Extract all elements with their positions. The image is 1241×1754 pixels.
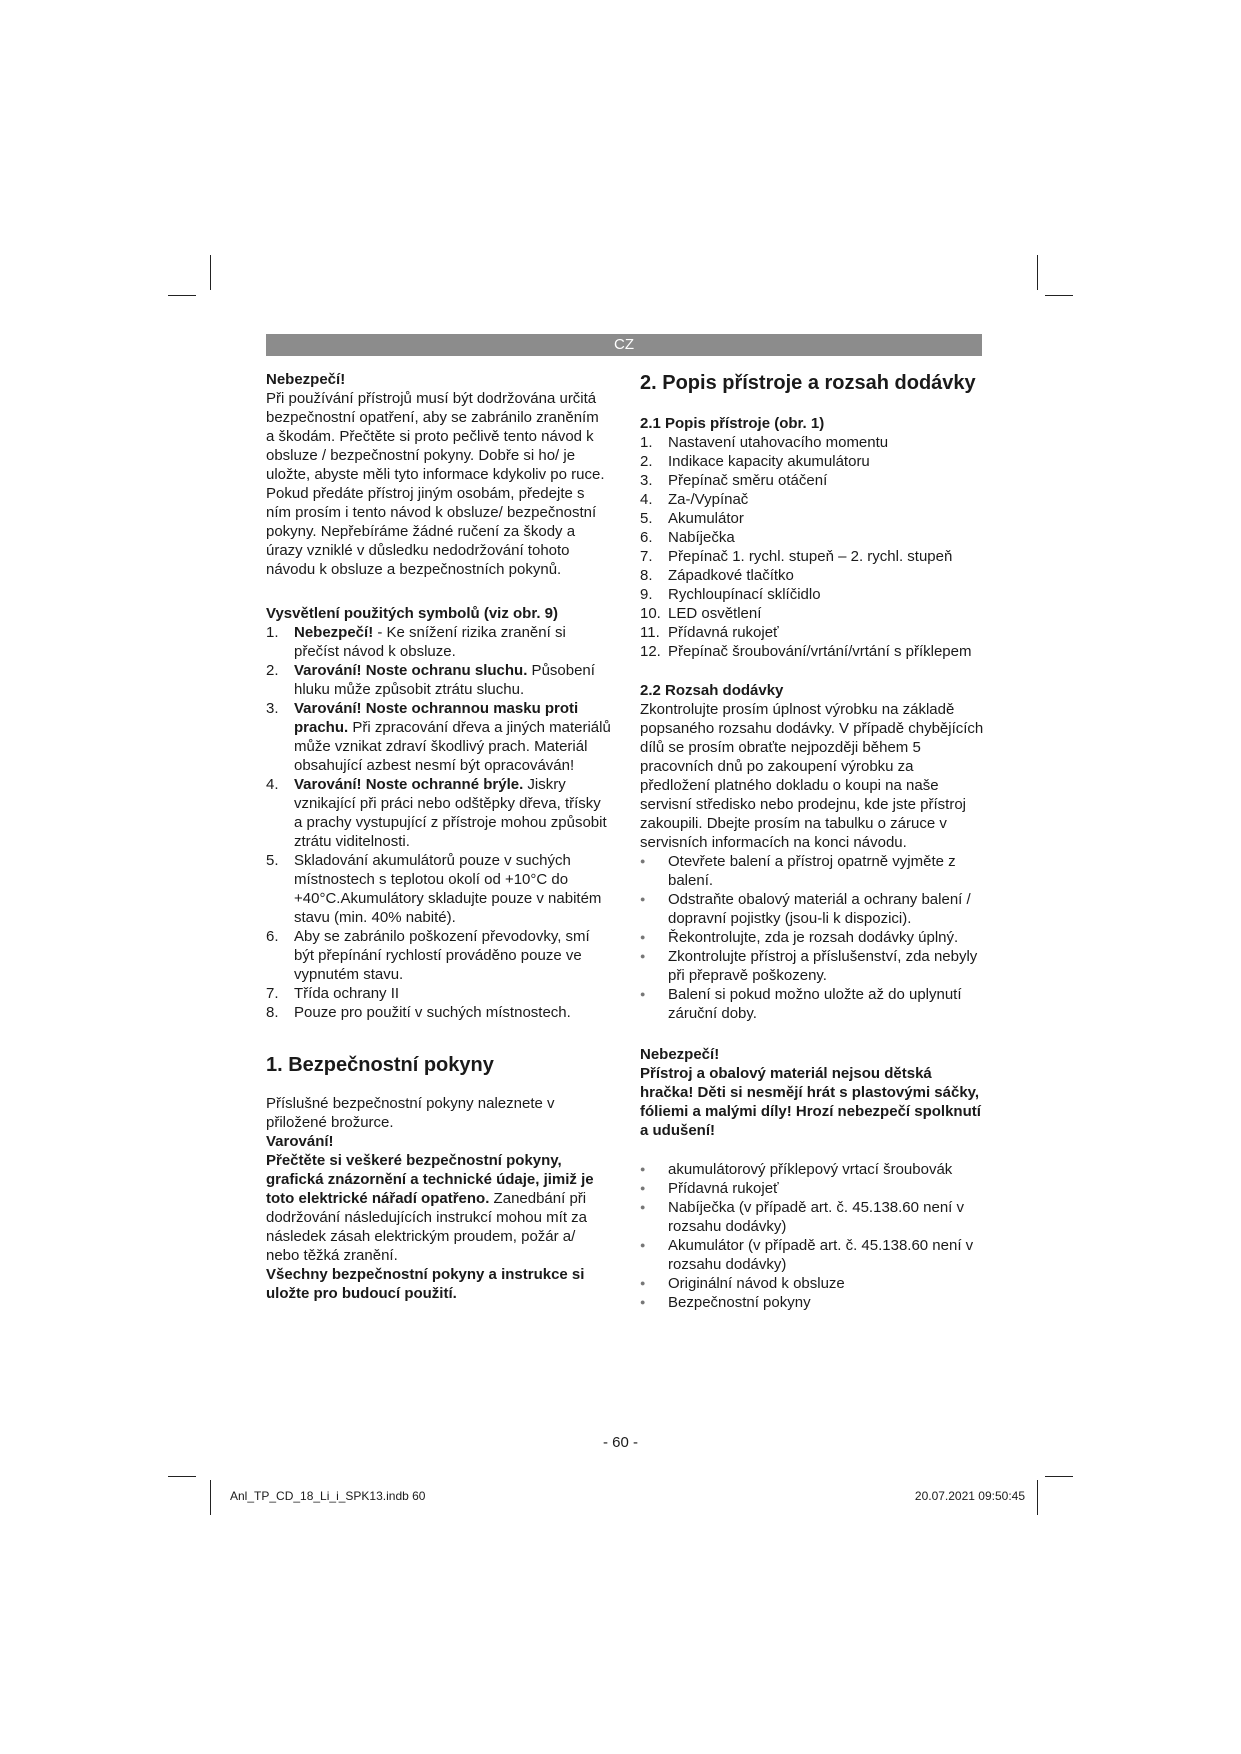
- list-item: 4. Varování! Noste ochranné brýle. Jiskry vznikající při práci nebo odštěpky dřeva, třísky a prachy vystupující z přístroje mohou způsobit ztrátu viditelnosti.: [266, 776, 607, 850]
- keep-instructions: Všechny bezpečnostní pokyny a instrukce si uložte pro budoucí použití.: [266, 1266, 585, 1302]
- warning-title: Varování!: [266, 1133, 334, 1150]
- list-item: ● Řekontrolujte, zda je rozsah dodávky úplný.: [640, 928, 985, 947]
- page-number: - 60 -: [602, 1434, 638, 1451]
- list-item: 6. Aby se zabránilo poškození převodovky, smí být přepínání rychlostí prováděno pouze ve vypnutém stavu.: [266, 928, 590, 983]
- list-item: 1. Nastavení utahovacího momentu: [640, 434, 889, 451]
- subsection-2-1-heading: 2.1 Popis přístroje (obr. 1): [640, 415, 825, 432]
- list-item: 4. Za-/Vypínač: [640, 491, 749, 508]
- list-item: 12. Přepínač šroubování/vrtání/vrtání s příklepem: [640, 643, 972, 660]
- crop-mark-top-left-h: [168, 295, 196, 296]
- slug-datetime: 20.07.2021 09:50:45: [914, 1489, 1025, 1503]
- list-item: 2. Varování! Noste ochranu sluchu. Působení hluku může způsobit ztrátu sluchu.: [266, 662, 595, 698]
- delivery-paragraph: Zkontrolujte prosím úplnost výrobku na základě popsaného rozsahu dodávky. V případě chybějících dílů se prosím obraťte nejpozději během 5 pracovních dnů po zakoupení výrobku za předložení platného dokladu o koupi na naše servisní středisko nebo prodejnu, kde jste přístroj zakoupili. Dbejte prosím na tabulku o záruce v servisních informacích na konci návodu.: [640, 701, 984, 851]
- section1-paragraph: Příslušné bezpečnostní pokyny naleznete v přiložené brožurce.: [266, 1095, 555, 1131]
- list-item: 7. Přepínač 1. rychl. stupeň – 2. rychl. stupeň: [640, 548, 953, 565]
- left-column: [266, 370, 611, 1303]
- crop-mark-bottom-left-v: [210, 1480, 211, 1515]
- list-item: ● akumulátorový příklepový vrtací šroubovák: [640, 1160, 985, 1179]
- list-item: ● Akumulátor (v případě art. č. 45.138.60 není v rozsahu dodávky): [640, 1236, 985, 1274]
- danger2-warning: Přístroj a obalový materiál nejsou dětská hračka! Děti si nesmějí hrát s plastovými sáčky, fóliemi a malými díly! Hrozí nebezpečí spolknutí a udušení!: [640, 1065, 981, 1139]
- list-item: 1. Nebezpečí! - Ke snížení rizika zranění si přečíst návod k obsluze.: [266, 624, 566, 660]
- list-item: ● Otevřete balení a přístroj opatrně vyjměte z balení.: [640, 852, 985, 890]
- list-item: ● Bezpečnostní pokyny: [640, 1293, 985, 1312]
- section1-heading: 1. Bezpečnostní pokyny: [266, 1054, 494, 1076]
- list-item: 5. Akumulátor: [640, 510, 744, 527]
- warning-bold-text: Přečtěte si veškeré bezpečnostní pokyny, grafická znázornění a technické údaje, jimiž je toto elektrické nářadí opatřeno.: [266, 1152, 594, 1207]
- list-item: 3. Varování! Noste ochrannou masku proti prachu. Při zpracování dřeva a jiných materiálů může vznikat zdraví škodlivý prach. Materiál obsahující azbest nesmí být opracováván!: [266, 700, 611, 774]
- list-item: 2. Indikace kapacity akumulátoru: [640, 453, 870, 470]
- list-item: 3. Přepínač směru otáčení: [640, 472, 828, 489]
- list-item: 5. Skladování akumulátorů pouze v suchých místnostech s teplotou okolí od +10°C do +40°C.Akumulátory skladujte pouze v nabitém stavu (min. 40% nabité).: [266, 852, 602, 926]
- crop-mark-bottom-right-v: [1037, 1480, 1038, 1515]
- crop-mark-top-left-v: [210, 255, 211, 290]
- language-label: CZ: [614, 336, 634, 353]
- list-item: 7. Třída ochrany II: [266, 985, 400, 1002]
- warning-paragraph: [266, 1151, 611, 1265]
- list-item: ● Přídavná rukojeť: [640, 1179, 985, 1198]
- subsection-2-2-heading: 2.2 Rozsah dodávky: [640, 682, 784, 699]
- parts-list: [640, 433, 985, 661]
- list-item: ● Originální návod k obsluze: [640, 1274, 985, 1293]
- list-item: 9. Rychloupínací sklíčidlo: [640, 586, 821, 603]
- list-item: 11. Přídavná rukojeť: [640, 624, 779, 641]
- crop-mark-bottom-left-h: [168, 1476, 196, 1477]
- danger-paragraph: Při používání přístrojů musí být dodržována určitá bezpečnostní opatření, aby se zabránilo zraněním a škodám. Přečtěte si proto pečlivě tento návod k obsluze / bezpečnostní pokyny. Dobře si ho/ je uložte, abyste měli tyto informace kdykoliv po ruce. Pokud předáte přístroj jiným osobám, předejte s ním prosím i tento návod k obsluze/ bezpečnostní pokyny. Nepřebíráme žádné ručení za škody a úrazy vzniklé v důsledku nedodržování tohoto návodu k obsluze a bezpečnostních pokynů.: [266, 390, 605, 578]
- list-item: 6. Nabíječka: [640, 529, 735, 546]
- crop-mark-top-right-v: [1037, 255, 1038, 290]
- list-item: 8. Západkové tlačítko: [640, 567, 794, 584]
- section2-heading: 2. Popis přístroje a rozsah dodávky: [640, 372, 976, 394]
- list-item: 10. LED osvětlení: [640, 605, 762, 622]
- delivery-list: [640, 1160, 985, 1312]
- language-header-bar: [266, 334, 982, 356]
- list-item: ● Nabíječka (v případě art. č. 45.138.60 není v rozsahu dodávky): [640, 1198, 985, 1236]
- list-item: ● Balení si pokud možno uložte až do uplynutí záruční doby.: [640, 985, 985, 1023]
- slug-file: Anl_TP_CD_18_Li_i_SPK13.indb 60: [230, 1489, 426, 1503]
- check-list: [640, 852, 985, 1023]
- crop-mark-bottom-right-h: [1045, 1476, 1073, 1477]
- list-item: ● Zkontrolujte přístroj a příslušenství, zda nebyly při přepravě poškozeny.: [640, 947, 985, 985]
- symbols-list: [266, 623, 611, 1022]
- list-item: 8. Pouze pro použití v suchých místnostech.: [266, 1004, 571, 1021]
- right-column: [640, 370, 985, 1312]
- crop-mark-top-right-h: [1045, 295, 1073, 296]
- symbols-heading: Vysvětlení použitých symbolů (viz obr. 9): [266, 605, 559, 622]
- danger2-title: Nebezpečí!: [640, 1046, 720, 1063]
- warning-text: Zanedbání při dodržování následujících instrukcí mohou mít za následek zásah elektrickým proudem, požár a/ nebo těžká zranění.: [266, 1190, 587, 1264]
- list-item: ● Odstraňte obalový materiál a ochrany balení / dopravní pojistky (jsou-li k dispozici).: [640, 890, 985, 928]
- danger-title: Nebezpečí!: [266, 371, 346, 388]
